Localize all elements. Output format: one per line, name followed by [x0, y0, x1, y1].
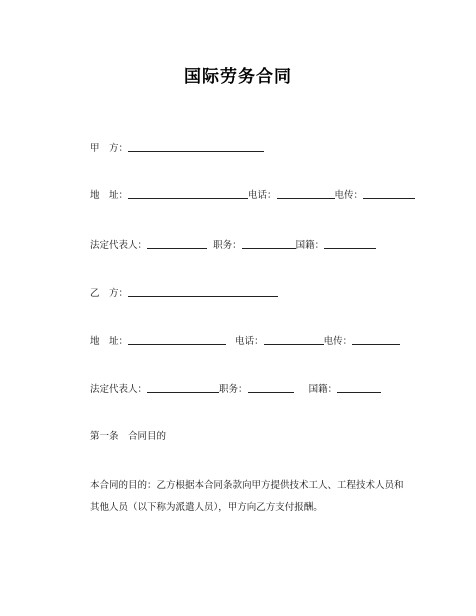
legal-rep-b-row — [90, 382, 381, 397]
phone-a-label: 电话： — [248, 190, 277, 201]
address-a-label: 地 址： — [90, 190, 129, 201]
address-a-row — [90, 188, 415, 203]
phone-b-label: 电话： — [235, 336, 264, 347]
phone-b-blank[interactable] — [264, 334, 324, 345]
address-b-label: 地 址： — [90, 336, 129, 347]
address-b-blank[interactable] — [128, 334, 226, 345]
fax-a-blank[interactable] — [363, 188, 415, 199]
party-a-row — [90, 141, 264, 156]
address-b-row — [90, 334, 400, 349]
nationality-a-blank[interactable] — [324, 238, 376, 249]
nationality-a-label: 国籍： — [295, 240, 325, 251]
party-b-label: 乙 方： — [90, 288, 129, 299]
legal-rep-a-label: 法定代表人： — [90, 240, 148, 251]
nationality-b-blank[interactable] — [337, 382, 381, 393]
fax-a-label: 电传： — [334, 190, 364, 201]
party-a-blank[interactable] — [128, 141, 264, 152]
article1-heading: 第一条 合同目的 — [90, 431, 167, 442]
address-a-blank[interactable] — [128, 188, 248, 199]
legal-rep-b-label: 法定代表人： — [90, 384, 148, 395]
fax-b-blank[interactable] — [352, 334, 400, 345]
nationality-b-label: 国籍： — [308, 384, 338, 395]
article1-text: 本合同的目的：乙方根据本合同条款向甲方提供技术工人、工程技术人员和其他人员（以下称为派遣人员），甲方向乙方支付报酬。 — [90, 480, 404, 513]
phone-a-blank[interactable] — [277, 188, 335, 199]
legal-rep-a-blank[interactable] — [147, 238, 207, 249]
position-a-blank[interactable] — [242, 238, 296, 249]
fax-b-label: 电传： — [323, 336, 353, 347]
legal-rep-a-row — [90, 238, 376, 253]
party-a-label: 甲 方： — [90, 143, 129, 154]
position-b-label: 职务： — [219, 384, 248, 395]
position-a-label: 职务： — [213, 240, 242, 251]
document-title: 国际劳务合同 — [184, 67, 292, 87]
party-b-blank[interactable] — [128, 286, 278, 297]
legal-rep-b-blank[interactable] — [147, 382, 219, 393]
position-b-blank[interactable] — [248, 382, 294, 393]
party-b-row — [90, 286, 278, 301]
